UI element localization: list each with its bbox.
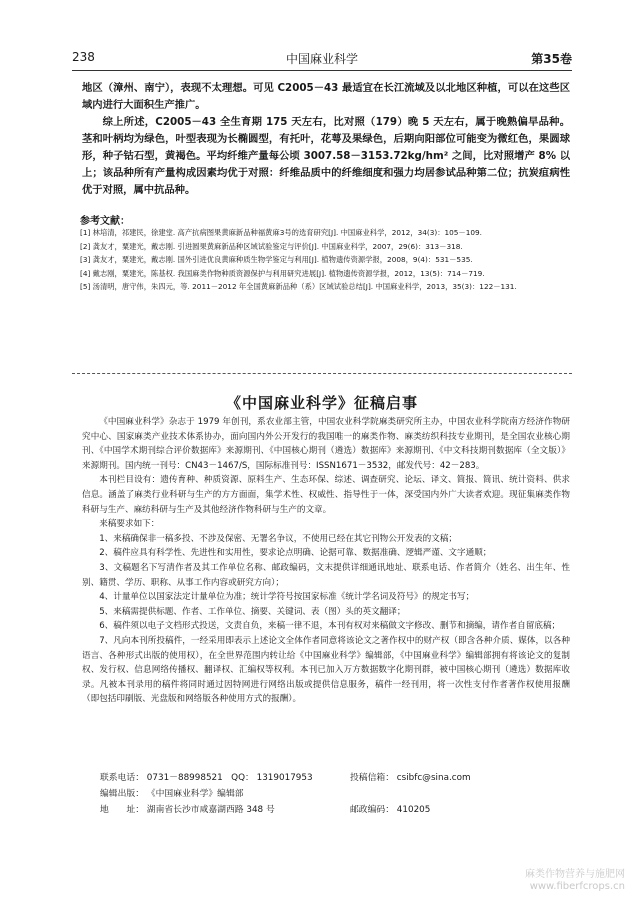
page-number: 238 — [72, 50, 95, 64]
journal-name: 中国麻业科学 — [285, 52, 358, 66]
publisher-name: 《中国麻业科学》编辑部 — [146, 789, 244, 799]
reference-item: [2] 龚友才，粟建光，戴志刚. 引进圆果黄麻新品种区域试验鉴定与评价[J]. 中国麻业科学，2007，29(6)：313－318. — [80, 241, 463, 251]
publisher-label: 编辑出版： — [100, 789, 144, 799]
section-divider — [72, 373, 572, 374]
running-header — [72, 50, 572, 68]
references-heading: 参考文献： — [80, 216, 130, 227]
call-paragraph: 本刊栏目设有：遗传育种、种质资源、原料生产、生态环保、综述、调查研究、论坛、译文、简报、简讯、统计资料、供求信息。涵盖了麻类行业科研与生产的方方面面，集学术性、权威性、指导性于一体，深受国内外广大读者欢迎。现征集麻类作物科研与生产、麻纺科研与生产及其他经济作物科研与生产的文章。 — [82, 475, 570, 515]
email-address: csibfc@sina.com — [396, 773, 471, 783]
phone-label: 联系电话： — [100, 773, 144, 783]
requirement-item: 4、计量单位以国家法定计量单位为准；统计学符号按国家标准《统计学名词及符号》的规定书写； — [99, 592, 475, 603]
qq-label: QQ： — [231, 773, 254, 783]
phone-number: 0731－88998521 — [146, 773, 223, 783]
watermark-line-1: 麻类作物营养与施肥网 — [525, 869, 625, 880]
header-rule — [72, 70, 572, 71]
requirement-item: 3、文稿题名下写清作者及其工作单位名称、邮政编码，文末提供详细通讯地址、联系电话、作者简介（姓名、出生年、性别、籍贯、学历、职称、从事工作内容或研究方向）； — [82, 562, 570, 588]
volume-label: 第35卷 — [531, 52, 572, 66]
address: 湖南省长沙市咸嘉湖西路 348 号 — [146, 805, 275, 815]
reference-item: [1] 林培清，祁建民，徐建堂. 高产抗病图果黄麻新品种福黄麻3号的选育研究[J]. 中国麻业科学，2012，34(3)：105－109. — [80, 228, 482, 237]
body-paragraph-2: 综上所述，C2005－43 全生育期 175 天左右，比对照（179）晚 5 天左右，属于晚熟偏早品种。茎和叶柄均为绿色，叶型表现为长椭圆型，有托叶，花萼及果绿色，后期向阳部位可能变为微红色，果圆球形，种子钴石型，黄褐色。平均纤维产量每公顷 3007.58－3153.72kg/hm² 之间，比对照增产 8% 以上；该品种所有产量构成因素均优于对照：纤维品质中的纤维细度和强力均居参试品种第二位；抗炭疽病性优于对照，属中抗品种。 — [82, 116, 570, 196]
reference-item: [3] 龚友才，粟建光，戴志刚. 国外引进优良黄麻种质生物学鉴定与利用[J]. 植物遗传资源学报，2008，9(4)：531－535. — [80, 255, 473, 265]
call-for-papers-body — [82, 415, 570, 707]
call-paragraph: 《中国麻业科学》杂志于 1979 年创刊，系农业部主管，中国农业科学院麻类研究所主办，中国农业科学院南方经济作物研究中心、国家麻类产业技术体系协办，面向国内外公开发行的我国唯一的麻类作物、麻类纺织科技专业期刊，是全国农业核心期刊、《中国学术期刊综合评价数据库》来源期刊、《中国核心期刊（遴选）数据库》来源期刊、《中文科技期刊数据库（全文版）》来源期刊。国内统一刊号：CN43－1467/S，国际标准刊号：ISSN1671－3532，邮发代号：42－283。 — [82, 417, 570, 471]
postcode: 410205 — [396, 805, 431, 815]
requirement-item: 2、稿件应具有科学性、先进性和实用性，要求论点明确、论据可靠、数据准确、逻辑严谨、文字通顺； — [99, 548, 492, 559]
qq-number: 1319017953 — [256, 773, 313, 783]
watermark-line-2: www.fiberfcrops.cn — [529, 881, 625, 892]
requirement-item: 7、凡向本刊所投稿件，一经采用即表示上述论文全体作者同意将该论文之著作权中的财产权（即含各种介质、媒体，以各种语言、各种形式出版的使用权），在全世界范围内转让给《中国麻业科学》编辑部，《中国麻业科学》编辑部拥有将该论文的复制权、发行权、信息网络传播权、翻译权、汇编权等权利。本刊已加入万方数据数字化期刊群，被中国核心期刊（遴选）数据库收录。凡被本刊录用的稿件将同时通过因特网进行网络出版或提供信息服务，稿件一经刊用，将一次性支付作者著作权使用报酬（即包括印刷版、光盘版和网络版各种使用方式的报酬）。 — [82, 635, 570, 705]
requirement-item: 1、来稿确保非一稿多投、不涉及保密、无署名争议，不使用已经在其它刊物公开发表的文稿； — [99, 533, 458, 544]
call-paragraph: 来稿要求如下： — [99, 519, 160, 530]
requirement-item: 5、来稿需提供标题、作者、工作单位、摘要、关键词、表（图）头的英文翻译； — [99, 606, 406, 617]
reference-item: [5] 汤清明，唐守伟，朱四元，等. 2011－2012 年全国黄麻新品种（系）区域试验总结[J]. 中国麻业科学，2013，35(3)：122－131. — [80, 282, 517, 292]
site-watermark — [525, 869, 625, 893]
address-label: 地 址： — [100, 805, 144, 815]
reference-item: [4] 戴志刚，粟建光，陈基权. 我国麻类作物种质资源保护与利用研究进展[J]. 植物遗传资源学报，2012，13(5)：714－719. — [80, 268, 485, 278]
contact-info — [100, 770, 560, 818]
requirement-item: 6、稿件须以电子文档形式投送，文责自负，来稿一律不退，本刊有权对来稿做文字修改、删节和摘编，请作者自留底稿； — [99, 621, 561, 632]
body-paragraph-1: 地区（漳州、南宁），表现不太理想。可见 C2005－43 最适宜在长江流域及以北地区种植，可以在这些区域内进行大面积生产推广。 — [82, 82, 570, 111]
email-label: 投稿信箱： — [350, 773, 394, 783]
call-for-papers-title: 《中国麻业科学》征稿启事 — [225, 394, 418, 412]
references-list — [80, 226, 570, 294]
postcode-label: 邮政编码： — [350, 805, 394, 815]
